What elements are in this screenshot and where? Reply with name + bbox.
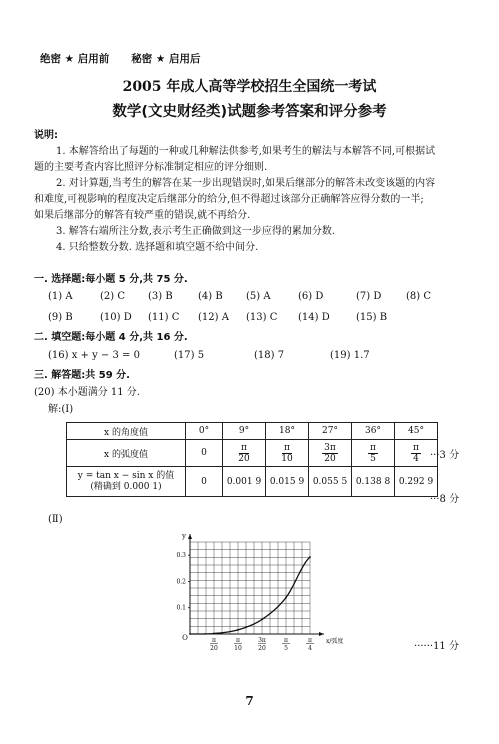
tan-minus-sin-chart xyxy=(168,526,348,654)
fraction xyxy=(411,443,421,464)
x-tick-label-denominator: 5 xyxy=(284,645,288,652)
secret-after-label: 秘密 ★ 启用后 xyxy=(131,53,201,65)
fill-answers-row xyxy=(48,350,370,361)
exam-title: 2005 年成人高等学校招生全国统一考试 xyxy=(122,79,377,95)
table-cell xyxy=(266,440,309,467)
exam-subtitle: 数学(文史财经类)试题参考答案和评分参考 xyxy=(112,104,387,120)
table-cell: 0.015 9 xyxy=(266,467,309,497)
x-tick-label-numerator: π xyxy=(236,637,240,644)
table-cell xyxy=(309,440,352,467)
fraction-numerator: 3π xyxy=(324,442,336,453)
x-tick-label-numerator: π xyxy=(284,637,288,644)
fraction xyxy=(368,443,378,464)
fraction-denominator: 5 xyxy=(370,453,376,464)
x-tick-label-numerator: π xyxy=(308,637,312,644)
table-cell: 9° xyxy=(223,423,266,440)
section2-heading: 二. 填空题:每小题 4 分,共 16 分. xyxy=(34,332,188,343)
note-line: 1. 本解答给出了每题的一种或几种解法供参考,如果考生的解法与本解答不同,可根据试 xyxy=(56,146,436,157)
table-cell: 45° xyxy=(395,423,438,440)
table-cell: 0.001 9 xyxy=(223,467,266,497)
answer-item: (7) D xyxy=(356,291,382,302)
answer-item: (6) D xyxy=(298,291,324,302)
page-number: 7 xyxy=(245,694,254,708)
fraction xyxy=(281,443,292,464)
answer-item: (18) 7 xyxy=(254,350,285,361)
answer-item: (1) A xyxy=(48,291,73,302)
x-axis-label: x/弧度 xyxy=(326,638,344,645)
x-tick-label-numerator: 3π xyxy=(258,637,266,644)
answer-item: (19) 1.7 xyxy=(330,350,370,361)
answer-item: (9) B xyxy=(48,312,73,323)
confidentiality-line xyxy=(40,51,200,66)
answer-item: (10) D xyxy=(100,312,132,323)
fraction-numerator: π xyxy=(370,442,376,453)
x-tick-label-denominator: 4 xyxy=(308,645,312,652)
row-label: x 的角度值 xyxy=(67,423,186,440)
data-point xyxy=(237,629,239,631)
value-table xyxy=(66,422,438,497)
answer-item: (17) 5 xyxy=(174,350,205,361)
question-20-label: (20) 本小题满分 11 分. xyxy=(34,387,140,398)
data-point xyxy=(285,597,287,599)
fraction-denominator: 20 xyxy=(324,453,336,464)
fraction xyxy=(322,443,338,464)
answer-item: (5) A xyxy=(246,291,271,302)
table-cell: 0.055 5 xyxy=(309,467,352,497)
fraction-denominator: 4 xyxy=(413,453,419,464)
row-label: x 的弧度值 xyxy=(67,440,186,467)
answer-item: (16) x + y − 3 = 0 xyxy=(48,350,140,361)
y-tick-label: 0.1 xyxy=(176,604,186,612)
data-point xyxy=(309,556,311,558)
section3-heading: 三. 解答题:共 59 分. xyxy=(34,370,130,381)
choice-answers-row-2 xyxy=(48,312,387,323)
table-cell: 0 xyxy=(186,440,223,467)
table-cell: 0° xyxy=(186,423,223,440)
y-axis-arrow xyxy=(188,534,192,539)
secret-before-label: 绝密 ★ 启用前 xyxy=(40,53,110,65)
table-cell: 27° xyxy=(309,423,352,440)
answer-item: (15) B xyxy=(356,312,388,323)
answer-item: (12) A xyxy=(198,312,229,323)
score-3: ···3 分 xyxy=(430,450,460,461)
table-cell: 0 xyxy=(186,467,223,497)
answer-item: (2) C xyxy=(100,291,125,302)
x-tick-label-denominator: 10 xyxy=(234,645,242,652)
note-line: 题的主要考查内容比照评分标准制定相应的评分细则. xyxy=(34,162,268,173)
data-point xyxy=(213,633,215,635)
fraction-denominator: 20 xyxy=(238,453,250,464)
origin-label: O xyxy=(182,634,188,642)
y-tick-label: 0.3 xyxy=(176,552,186,560)
row-label-line: y = tan x − sin x 的值 xyxy=(77,470,175,481)
fraction-numerator: π xyxy=(413,442,419,453)
answer-item: (14) D xyxy=(298,312,330,323)
table-row xyxy=(67,440,438,467)
fraction-numerator: π xyxy=(284,442,290,453)
answer-item: (8) C xyxy=(406,291,431,302)
section1-heading: 一. 选择题:每小题 5 分,共 75 分. xyxy=(34,274,188,285)
note-line: 4. 只给整数分数. 选择题和填空题不给中间分. xyxy=(56,242,259,253)
part-2-label: (Ⅱ) xyxy=(48,514,63,525)
x-tick-label-denominator: 20 xyxy=(210,645,218,652)
table-cell: 0.138 8 xyxy=(352,467,395,497)
x-tick-label-denominator: 20 xyxy=(258,645,266,652)
y-axis-label: y xyxy=(182,532,186,540)
choice-answers-row-1 xyxy=(48,291,431,302)
data-point xyxy=(261,619,263,621)
chart-axes xyxy=(188,534,324,636)
answer-item: (3) B xyxy=(148,291,173,302)
data-point xyxy=(189,633,191,635)
table-cell xyxy=(352,440,395,467)
x-axis-arrow xyxy=(319,632,324,636)
answer-item: (13) C xyxy=(246,312,278,323)
table-row xyxy=(67,467,438,497)
x-tick-label-numerator: π xyxy=(212,637,216,644)
table-cell: 0.292 9 xyxy=(395,467,438,497)
row-label xyxy=(67,467,186,497)
table-cell: 18° xyxy=(266,423,309,440)
score-11: ······11 分 xyxy=(414,641,459,652)
notes-block xyxy=(34,144,474,256)
note-line: 如果后继部分的解答有较严重的错误,就不再给分. xyxy=(34,210,251,221)
answer-item: (4) B xyxy=(198,291,223,302)
score-8: ···8 分 xyxy=(430,494,460,505)
note-line: 3. 解答右端所注分数,表示考生正确做到这一步应得的累加分数. xyxy=(56,226,336,237)
row-label-line: (精确到 0.000 1) xyxy=(90,481,162,492)
table-cell xyxy=(223,440,266,467)
note-line: 2. 对计算题,当考生的解答在某一步出现错误时,如果后继部分的解答未改变该题的内容 xyxy=(56,178,436,189)
part-1-label: 解:(Ⅰ) xyxy=(48,404,74,415)
table-cell: 36° xyxy=(352,423,395,440)
answer-item: (11) C xyxy=(148,312,180,323)
notes-heading: 说明: xyxy=(34,130,58,141)
fraction-numerator: π xyxy=(241,442,247,453)
fraction xyxy=(238,443,249,464)
y-tick-label: 0.2 xyxy=(176,578,186,586)
note-line: 和难度,可视影响的程度决定后继部分的给分,但不得超过该部分正确解答应得分数的一半; xyxy=(34,194,424,205)
table-row xyxy=(67,423,438,440)
fraction-denominator: 10 xyxy=(281,453,293,464)
